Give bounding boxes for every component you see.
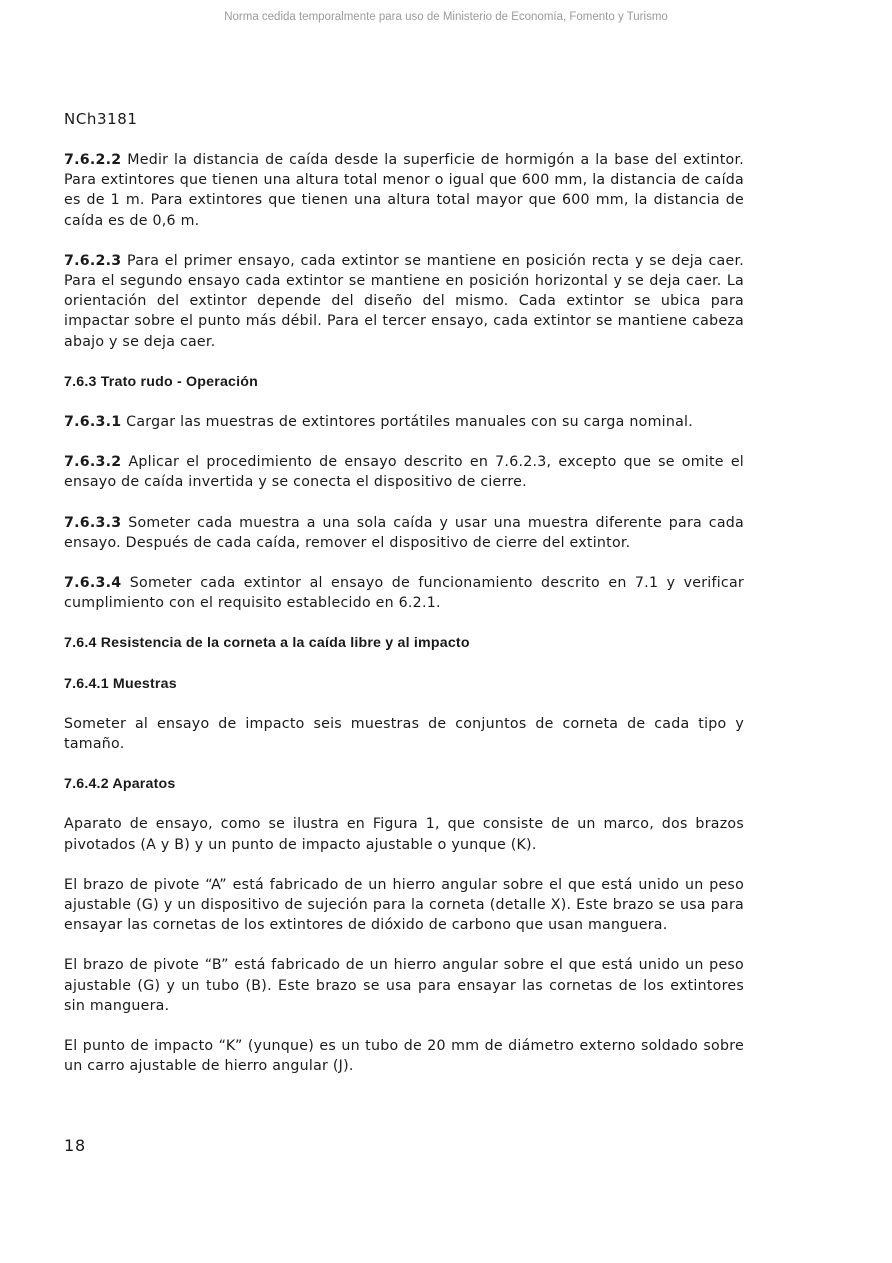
clause-7-6-3-1 (64, 412, 744, 432)
document-code: NCh3181 (64, 110, 138, 128)
clause-number: 7.6.3.3 (64, 514, 122, 531)
clause-text: Medir la distancia de caída desde la superficie de hormigón a la base del extintor. Para extintores que tienen una altura total menor o igual que 600 mm, la distancia de caída es de 1 m. Para extintores que tienen una altura total mayor que 600 mm, la distancia de caída es de 0,6 m. (64, 152, 744, 229)
clause-text: Cargar las muestras de extintores portátiles manuales con su carga nominal. (121, 414, 693, 431)
clause-text: Someter cada muestra a una sola caída y usar una muestra diferente para cada ensayo. Después de cada caída, remover el dispositivo de cierre del extintor. (64, 514, 744, 551)
heading-7-6-3: 7.6.3 Trato rudo - Operación (64, 373, 259, 390)
clause-7-6-3-3 (64, 513, 744, 553)
page-content (64, 150, 744, 1097)
clause-7-6-2-2 (64, 150, 744, 231)
heading-7-6-4-1: 7.6.4.1 Muestras (64, 675, 177, 692)
paragraph-punto-impacto: El punto de impacto “K” (yunque) es un tubo de 20 mm de diámetro externo soldado sobre un carro ajustable de hierro angular (J). (64, 1038, 744, 1075)
clause-7-6-3-4 (64, 573, 744, 613)
clause-number: 7.6.3.4 (64, 575, 122, 592)
clause-text: Aplicar el procedimiento de ensayo descrito en 7.6.2.3, excepto que se omite el ensayo de caída invertida y se conecta el dispositivo de cierre. (64, 454, 744, 491)
heading-7-6-4-2: 7.6.4.2 Aparatos (64, 776, 176, 793)
clause-text: Someter cada extintor al ensayo de funcionamiento descrito en 7.1 y verificar cumplimiento con el requisito establecido en 6.2.1. (64, 575, 744, 612)
paragraph-brazo-a: El brazo de pivote “A” está fabricado de un hierro angular sobre el que está unido un peso ajustable (G) y un dispositivo de sujeción para la corneta (detalle X). Este brazo se usa para ensayar las cornetas de los extintores de dióxido de carbono que usan manguera. (64, 876, 744, 934)
clause-number: 7.6.2.2 (64, 152, 122, 168)
clause-text: Para el primer ensayo, cada extintor se mantiene en posición recta y se deja caer. Para el segundo ensayo cada extintor se mantiene en posición horizontal y se deja caer. La orientación del extintor depende del diseño del mismo. Cada extintor se ubica para impactar sobre el punto más débil. Para el tercer ensayo, cada extintor se mantiene cabeza abajo y se deja caer. (64, 252, 744, 350)
clause-number: 7.6.3.1 (64, 414, 122, 431)
watermark-text: Norma cedida temporalmente para uso de Ministerio de Economía, Fomento y Turismo (224, 11, 668, 23)
clause-number: 7.6.3.2 (64, 454, 122, 471)
clause-7-6-2-3 (64, 251, 744, 352)
page-number: 18 (64, 1136, 86, 1155)
paragraph-brazo-b: El brazo de pivote “B” está fabricado de un hierro angular sobre el que está unido un peso ajustable (G) y un tubo (B). Este brazo se usa para ensayar las cornetas de los extintores sin manguera. (64, 957, 744, 1014)
heading-7-6-4: 7.6.4 Resistencia de la corneta a la caída libre y al impacto (64, 635, 470, 652)
paragraph-muestras: Someter al ensayo de impacto seis muestras de conjuntos de corneta de cada tipo y tamaño. (64, 715, 744, 753)
clause-number: 7.6.2.3 (64, 252, 122, 269)
clause-7-6-3-2 (64, 452, 744, 492)
paragraph-aparato: Aparato de ensayo, como se ilustra en Figura 1, que consiste de un marco, dos brazos pivotados (A y B) y un punto de impacto ajustable o yunque (K). (64, 816, 744, 853)
